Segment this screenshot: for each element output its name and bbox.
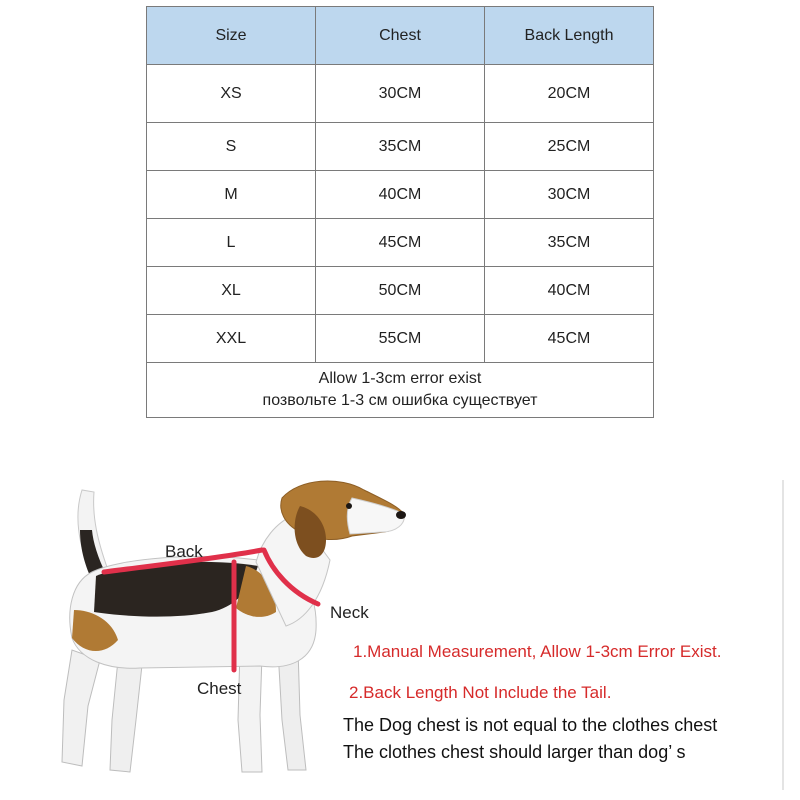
tolerance-note [147,363,654,418]
cell-chest: 55CM [316,315,485,363]
cell-chest: 45CM [316,219,485,267]
cell-back-length: 35CM [485,219,654,267]
cell-chest: 40CM [316,171,485,219]
cell-size: M [147,171,316,219]
cell-chest: 50CM [316,267,485,315]
note-back-length: 2.Back Length Not Include the Tail. [349,683,612,702]
back-label: Back [165,542,203,561]
neck-label: Neck [330,603,369,622]
note-manual-measurement: 1.Manual Measurement, Allow 1-3cm Error Exist. [353,642,722,661]
header-size: Size [147,7,316,65]
tolerance-note-russian: позвольте 1-3 см ошибка существует [262,392,538,409]
tolerance-note-english: Allow 1-3cm error exist [318,370,482,387]
chest-label: Chest [197,679,242,698]
header-back-length: Back Length [485,7,654,65]
note-dog-chest: The Dog chest is not equal to the clothes chest [343,715,718,735]
cell-back-length: 40CM [485,267,654,315]
cell-chest: 35CM [316,123,485,171]
cell-chest: 30CM [316,65,485,123]
header-chest: Chest [316,7,485,65]
note-clothes-chest: The clothes chest should larger than dog’ s [343,742,686,762]
cell-back-length: 20CM [485,65,654,123]
table-row [147,123,654,171]
cell-size: XS [147,65,316,123]
table-header-row [147,7,654,65]
cell-back-length: 45CM [485,315,654,363]
cell-back-length: 25CM [485,123,654,171]
table-note-row [147,363,654,418]
table-row [147,267,654,315]
cell-size: XXL [147,315,316,363]
measurement-figure [0,470,800,800]
cell-size: S [147,123,316,171]
cell-size: L [147,219,316,267]
table-row [147,171,654,219]
table-row [147,219,654,267]
cell-size: XL [147,267,316,315]
table-row [147,65,654,123]
size-chart-table [146,6,654,418]
cell-back-length: 30CM [485,171,654,219]
table-row [147,315,654,363]
